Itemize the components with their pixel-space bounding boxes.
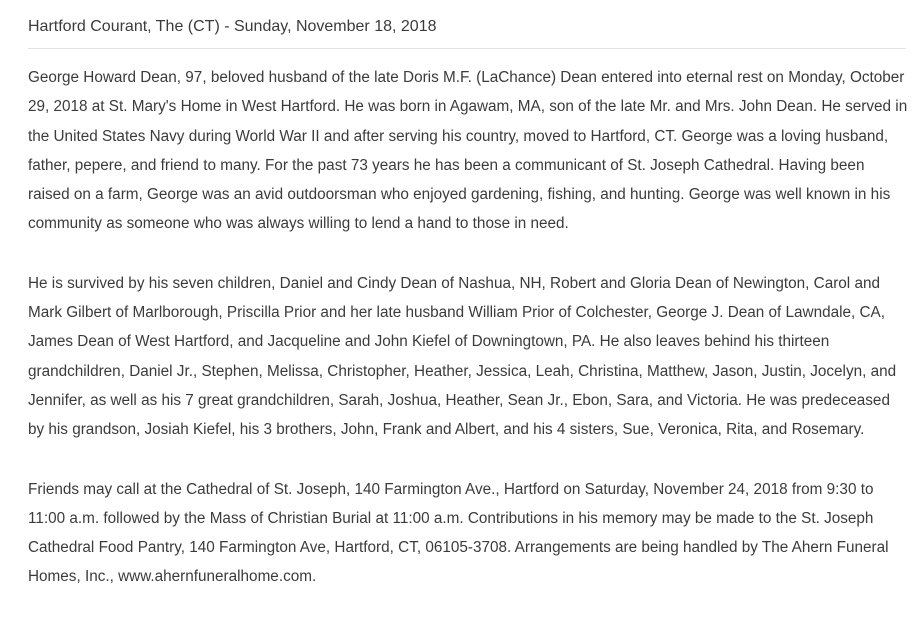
obituary-paragraph-survivors: He is survived by his seven children, Daniel and Cindy Dean of Nashua, NH, Robert and Gloria Dean of Newington, Carol and Mark Gilbert of Marlborough, Priscilla Prior and her late husband William Prior of Colchester, George J. Dean of Lawndale, CA, James Dean of West Hartford, and Jacqueline and John Kiefel of Downingtown, PA. He also leaves behind his thirteen grandchildren, Daniel Jr., Stephen, Melissa, Christopher, Heather, Jessica, Leah, Christina, Matthew, Jason, Justin, Jocelyn, and Jennifer, as well as his 7 great grandchildren, Sarah, Joshua, Heather, Sean Jr., Ebon, Sara, and Victoria. He was predeceased by his grandson, Josiah Kiefel, his 3 brothers, John, Frank and Albert, and his 4 sisters, Sue, Veronica, Rita, and Rosemary.: [28, 274, 897, 439]
obituary-paragraph-life: George Howard Dean, 97, beloved husband of the late Doris M.F. (LaChance) Dean entered into eternal rest on Monday, October 29, 2018 at St. Mary's Home in West Hartford. He was born in Agawam, MA, son of the late Mr. and Mrs. John Dean. He served in the United States Navy during World War II and after serving his country, moved to Hartford, CT. George was a loving husband, father, pepere, and friend to many. For the past 73 years he has been a communicant of St. Joseph Cathedral. Having been raised on a farm, George was an avid outdoorsman who enjoyed gardening, fishing, and hunting. George was well known in his community as someone who was always willing to lend a hand to those in need.: [28, 69, 908, 233]
obituary-paragraph-services: Friends may call at the Cathedral of St. Joseph, 140 Farmington Ave., Hartford on Saturday, November 24, 2018 from 9:30 to 11:00 a.m. followed by the Mass of Christian Burial at 11:00 a.m. Contributions in his memory may be made to the St. Joseph Cathedral Food Pantry, 140 Farmington Ave, Hartford, CT, 06105-3708. Arrangements are being handled by The Ahern Funeral Homes, Inc., www.ahernfuneralhome.com.: [28, 480, 889, 586]
publication-header: Hartford Courant, The (CT) - Sunday, November 18, 2018: [28, 0, 906, 49]
obituary-page: [28, 0, 908, 592]
obituary-body: [28, 49, 908, 592]
